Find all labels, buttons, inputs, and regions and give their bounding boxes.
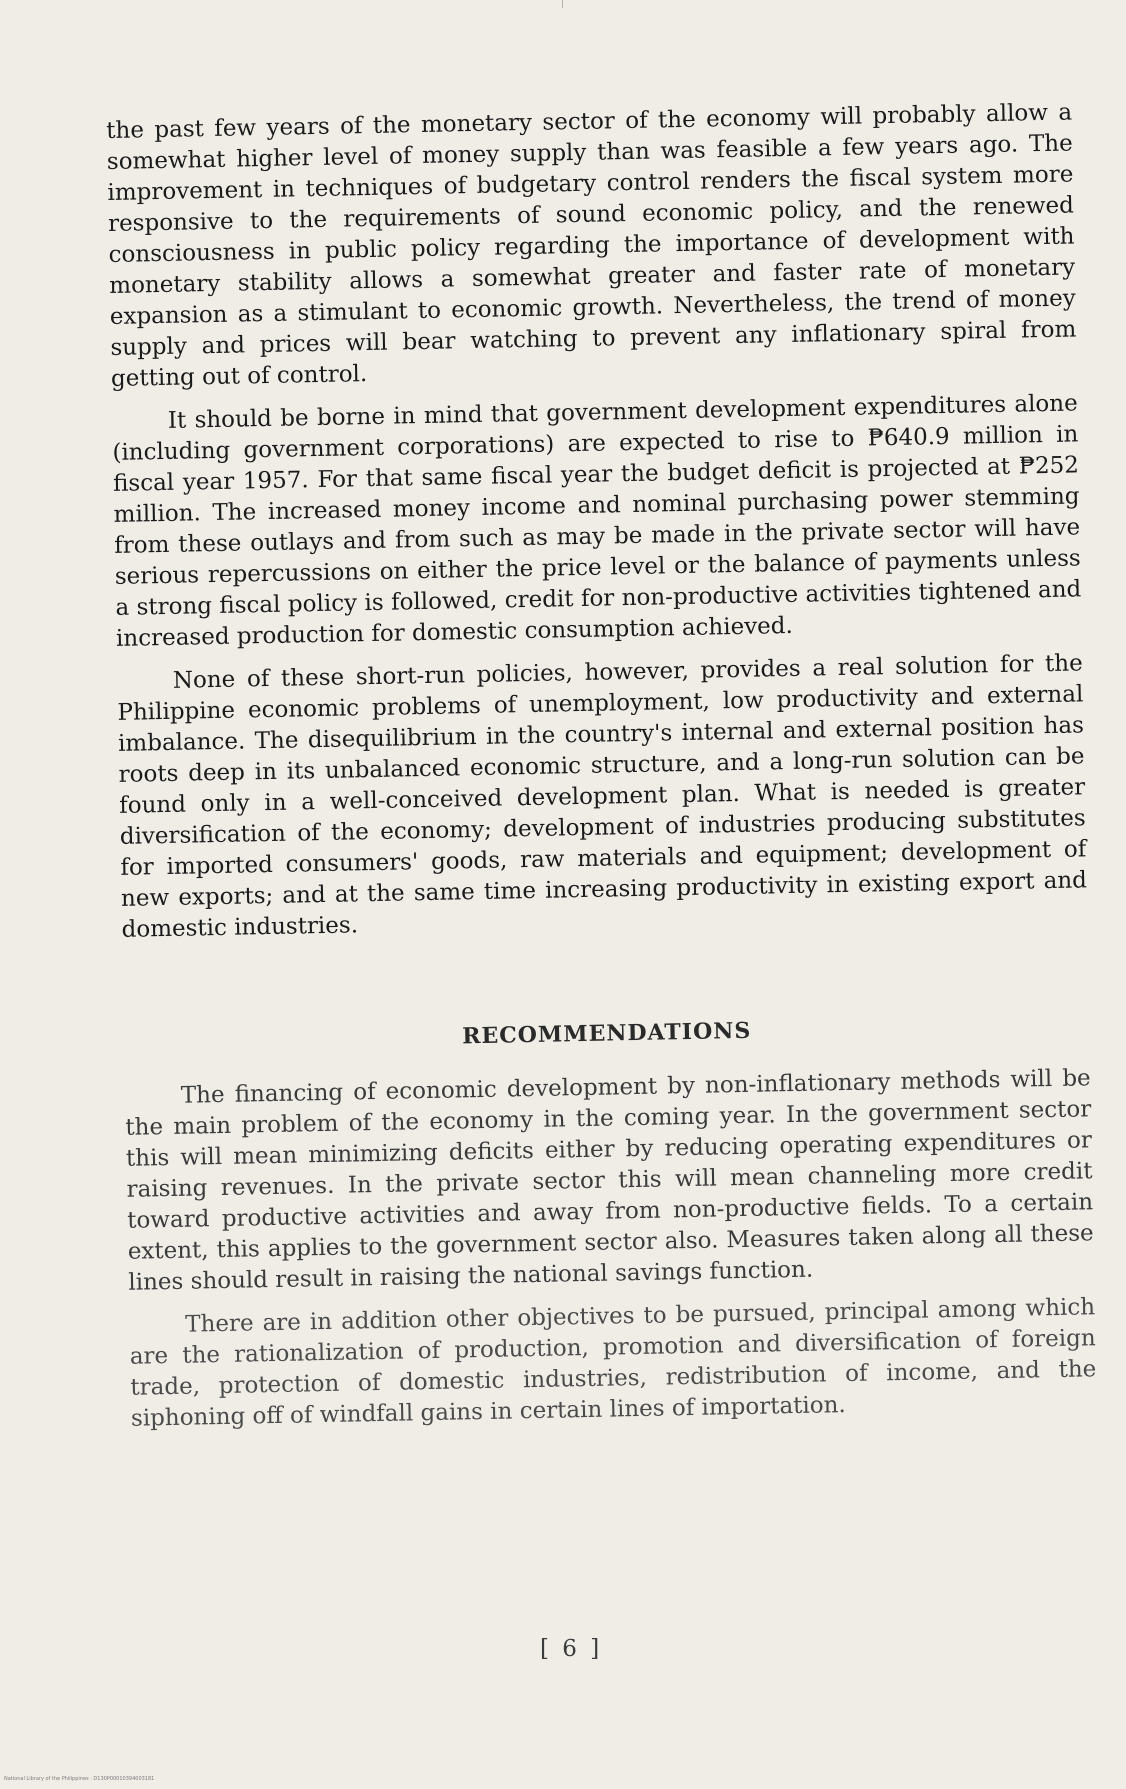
page-number: [ 6 ] xyxy=(540,1636,603,1662)
paragraph-development-expenditures: It should be borne in mind that government development expenditures alone (including government corporations) are expected to rise to ₱640.9 million in fiscal year 1957. For that same fiscal year the budget deficit is projected at ₱252 million. The increased money income and nominal purchasing power stemming from these outlays and from such as may be made in the private sector will have serious repercussions on either the price level or the balance of payments unless a strong fiscal policy is followed, credit for non-productive activities tightened and increased production for domestic consumption achieved. xyxy=(112,390,1082,652)
paragraph-short-run-policies: None of these short-run policies, however, provides a real solution for the Philippine economic problems of unemployment, low productivity and external imbalance. The disequilibrium in the country's internal and external position has roots deep in its unbalanced economic structure, and a long-run solution can be found only in a well-conceived development plan. What is needed is greater diversification of the economy; development of industries producing substitutes for imported consumers' goods, raw materials and equipment; development of new exports; and at the same time increasing productivity in existing export and domestic industries. xyxy=(117,650,1088,943)
paragraph-financing-development: The financing of economic development by non-inflationary methods will be the main problem of the economy in the coming year. In the government sector this will mean minimizing deficits either by reducing operating expenditures or raising revenues. In the private sector this will mean channeling more credit toward productive activities and away from non-productive fields. To a certain extent, this applies to the government sector also. Measures taken along all these lines should result in raising the national savings function. xyxy=(125,1065,1094,1296)
paragraph-other-objectives: There are in addition other objectives to be pursued, principal among which are the rationalization of production, promotion and diversification of foreign trade, protection of domestic industries, redistribution of income, and the siphoning off of windfall gains in certain lines of importation. xyxy=(129,1294,1097,1432)
scan-mark xyxy=(562,0,563,8)
section-heading-recommendations: RECOMMENDATIONS xyxy=(461,1017,752,1050)
paragraph-monetary-sector: the past few years of the monetary sector of the economy will probably allow a somewhat higher level of money supply than was feasible a few years ago. The improvement in techniques of budgetary control renders the fiscal system more responsive to the requirements of sound economic policy, and the renewed consciousness in public policy regarding the importance of development with monetary stability allows a somewhat greater and faster rate of monetary expansion as a stimulant to economic growth. Nevertheless, the trend of money supply and prices will bear watching to prevent any inflationary spiral from getting out of control. xyxy=(106,99,1077,392)
body-text xyxy=(106,97,1097,1434)
footer-archive-note: National Library of the Philippines · D130P00010394003181 xyxy=(4,1776,155,1782)
